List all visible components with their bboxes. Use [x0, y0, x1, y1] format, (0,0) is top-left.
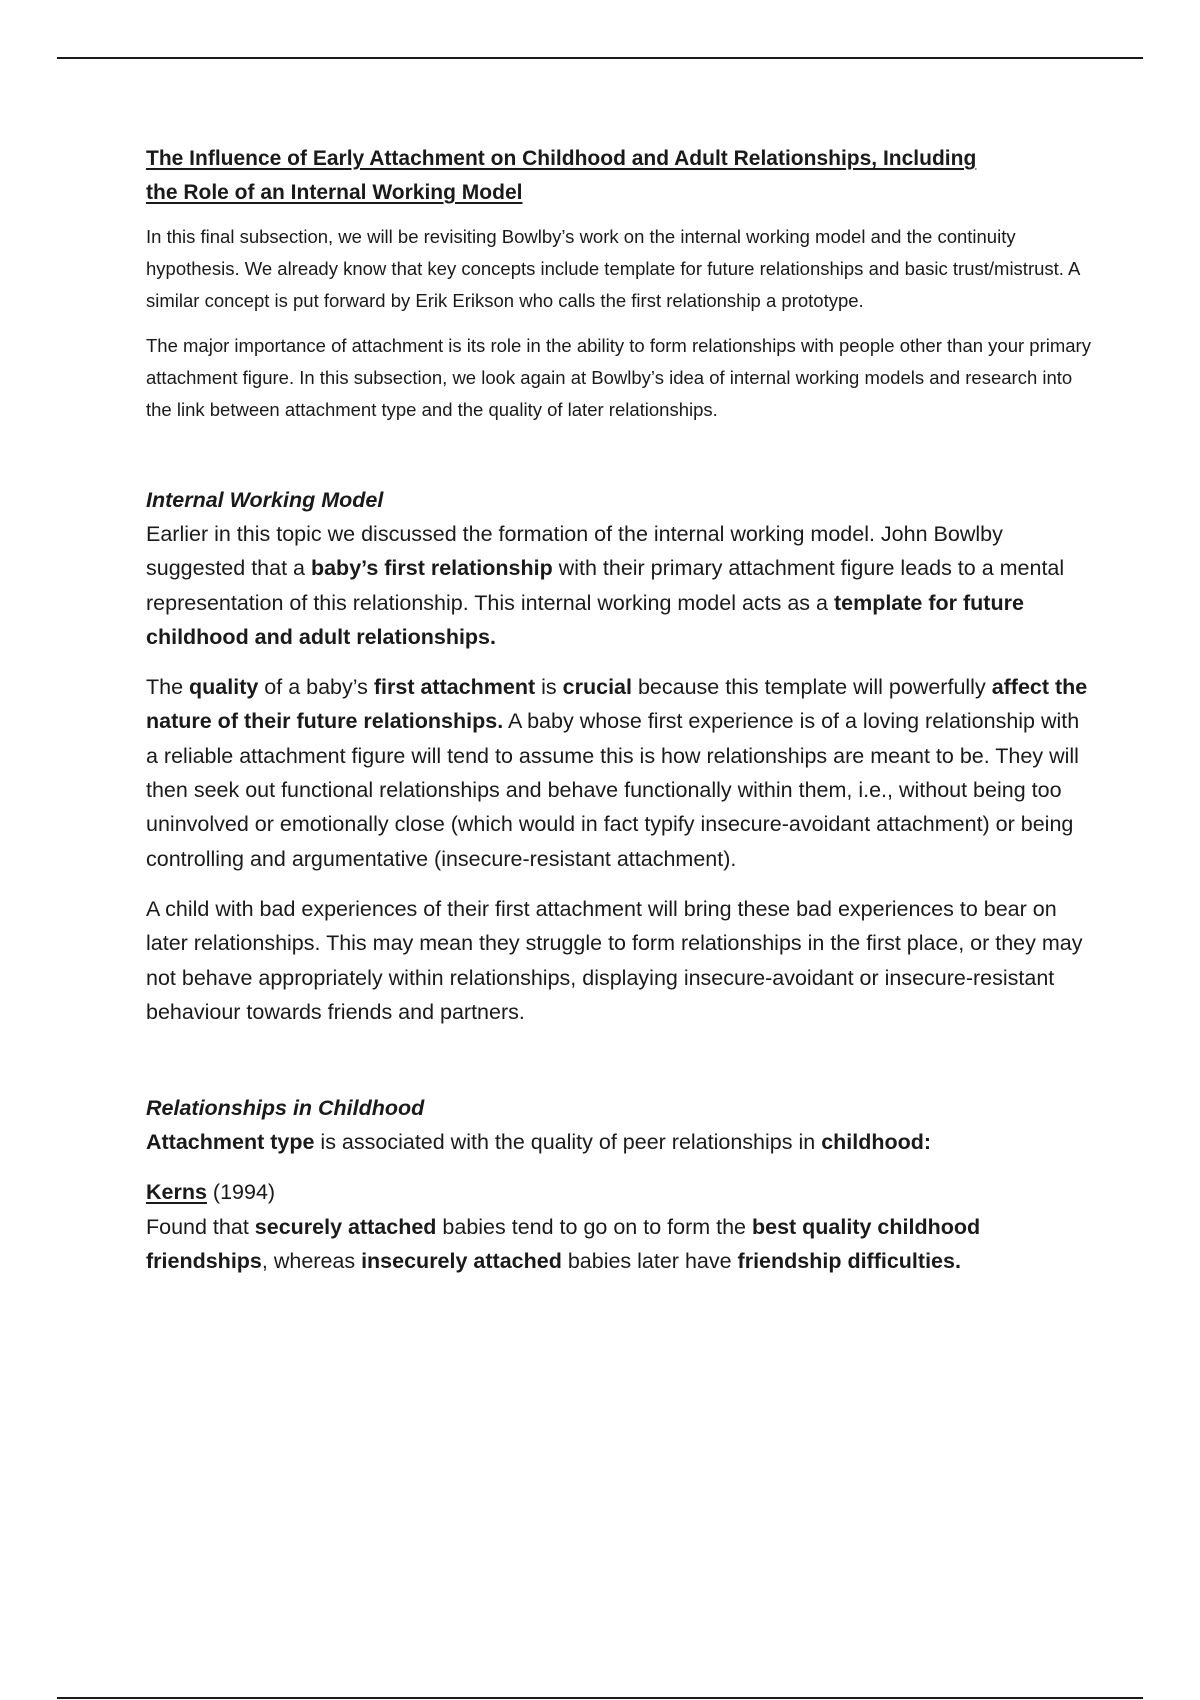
document-body	[146, 142, 1096, 1278]
iwm-paragraph-2	[146, 670, 1096, 876]
kerns-bold-2: best quality childhood friendships	[146, 1214, 981, 1274]
childhood-p1-bold-1: Attachment type	[146, 1130, 315, 1155]
intro-paragraph-1: In this final subsection, we will be revisiting Bowlby’s work on the internal working model and the continuity hypothesis. We already know that key concepts include template for future relationships and basic trust/mistrust. A similar concept is put forward by Erik Erikson who calls the first relationship a prototype.	[146, 226, 1080, 311]
iwm-p1-bold-1: baby’s first relationship	[310, 556, 553, 581]
kerns-text-4: babies later have	[561, 1249, 738, 1274]
iwm-heading: Internal Working Model	[146, 488, 384, 512]
childhood-p1-text-1: is associated with the quality of peer relationships in	[314, 1130, 822, 1155]
iwm-p2-text-2: of a baby’s	[258, 675, 374, 700]
title-line-1: The Influence of Early Attachment on Childhood and Adult Relationships, Including	[146, 147, 977, 170]
iwm-p2-bold-2: first attachment	[373, 675, 536, 700]
iwm-section	[146, 517, 1096, 1029]
kerns-bold-4: friendship difficulties.	[737, 1249, 961, 1274]
childhood-section	[146, 1125, 1096, 1278]
kerns-text-3: , whereas	[261, 1249, 362, 1274]
kerns-bold-3: insecurely attached	[361, 1249, 562, 1274]
iwm-p2-bold-1: quality	[189, 675, 259, 700]
document-title	[146, 142, 1096, 210]
iwm-paragraph-1	[146, 517, 1096, 654]
kerns-year: (1994)	[206, 1180, 276, 1205]
kerns-text-2: babies tend to go on to form the	[436, 1214, 752, 1239]
iwm-paragraph-3: A child with bad experiences of their first attachment will bring these bad experiences to bear on later relationships. This may mean they struggle to form relationships in the first place, or they may not behave appropriately within relationships, displaying insecure-avoidant or insecure-resistant behaviour towards friends and partners.	[146, 896, 1083, 1024]
top-rule	[57, 57, 1143, 59]
iwm-p2-text-3: is	[535, 675, 563, 700]
iwm-p1-text-2: with their primary attachment figure leads to a mental representation of this relationship. This internal working model acts as a	[146, 556, 1065, 615]
iwm-p2-text-1: The	[146, 675, 190, 700]
iwm-p2-bold-3: crucial	[562, 675, 632, 700]
title-line-2: the Role of an Internal Working Model	[146, 181, 523, 204]
kerns-study	[146, 1175, 1096, 1278]
childhood-p1-bold-2: childhood:	[821, 1130, 932, 1155]
childhood-heading: Relationships in Childhood	[146, 1096, 425, 1121]
intro-section	[146, 221, 1096, 426]
iwm-p1-text-1: Earlier in this topic we discussed the formation of the internal working model. John Bowlby suggested that a	[146, 522, 1003, 581]
iwm-p1-bold-2: template for future childhood and adult relationships.	[146, 590, 1024, 649]
intro-paragraph-2: The major importance of attachment is its role in the ability to form relationships with people other than your primary attachment figure. In this subsection, we look again at Bowlby’s idea of internal working models and research into the link between attachment type and the quality of later relationships.	[146, 335, 1091, 420]
iwm-p2-bold-4: affect the nature of their future relationships.	[146, 675, 1088, 734]
kerns-name: Kerns	[146, 1180, 207, 1205]
kerns-bold-1: securely attached	[254, 1214, 437, 1239]
childhood-paragraph-1	[146, 1125, 1096, 1159]
iwm-p2-text-5: A baby whose first experience is of a loving relationship with a reliable attachment figure will tend to assume this is how relationships are meant to be. They will then seek out functional relationships and behave functionally within them, i.e., without being too uninvolved or emotionally close (which would in fact typify insecure-avoidant attachment) or being controlling and argumentative (insecure-resistant attachment).	[146, 709, 1080, 871]
kerns-text-1: Found that	[146, 1214, 255, 1239]
bottom-rule	[57, 1697, 1143, 1699]
iwm-p2-text-4: because this template will powerfully	[631, 675, 992, 700]
